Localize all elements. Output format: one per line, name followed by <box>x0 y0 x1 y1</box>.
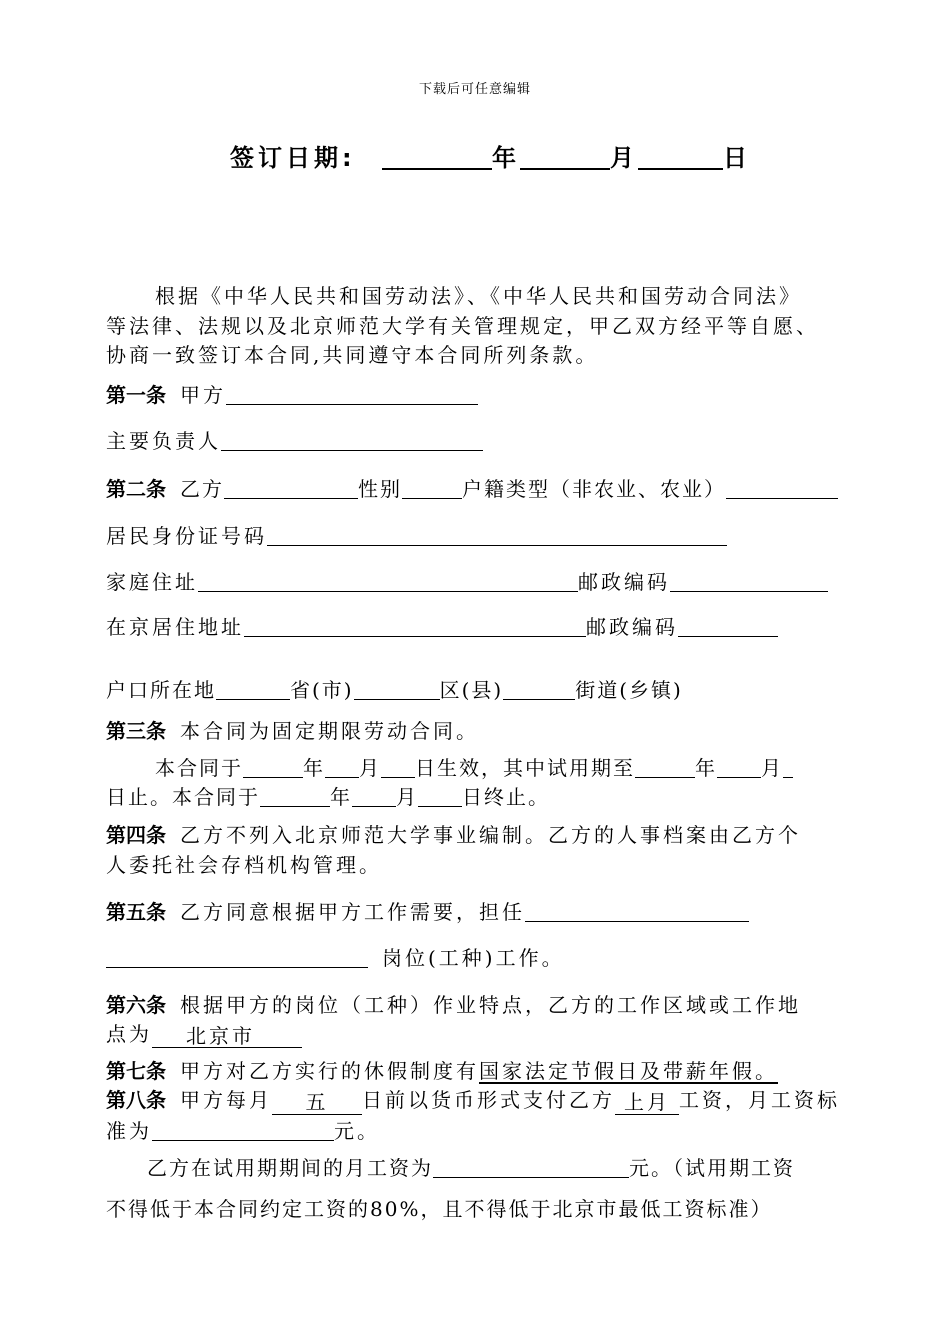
article-6-text-1: 根据甲方的岗位（工种）作业特点，乙方的工作区域或工作地 <box>180 993 801 1017</box>
hukou-type-label: 户籍类型（非农业、农业） <box>462 477 726 501</box>
beijing-address-line <box>106 614 778 640</box>
start-day-blank[interactable] <box>381 757 415 778</box>
start-year-blank[interactable] <box>243 757 303 778</box>
article-1-party-a <box>106 382 478 408</box>
street-blank[interactable] <box>503 679 575 700</box>
start-year-label: 年 <box>303 756 325 780</box>
id-number-blank[interactable] <box>267 525 727 546</box>
position-blank[interactable] <box>525 901 749 922</box>
holiday-value: 国家法定节假日及带薪年假。 <box>479 1059 778 1083</box>
probation-end-label: 日生效，其中试用期至 <box>415 756 635 780</box>
pay-day-value[interactable]: 五 <box>272 1090 362 1115</box>
end-day-label: 日终止。 <box>462 785 550 809</box>
article-8-title: 第八条 <box>106 1088 166 1112</box>
postcode2-label: 邮政编码 <box>586 615 678 639</box>
start-month-label: 月 <box>359 756 381 780</box>
work-place-value[interactable]: 北京市 <box>152 1024 302 1048</box>
article-6-line-1 <box>106 992 801 1018</box>
preamble-line-2: 等法律、法规以及北京师范大学有关管理规定，甲乙双方经平等自愿、 <box>106 314 819 338</box>
article-4-text-1: 乙方不列入北京师范大学事业编制。乙方的人事档案由乙方个 <box>180 823 801 847</box>
hukou-type-blank[interactable] <box>726 478 838 499</box>
day-blank[interactable] <box>638 144 723 170</box>
salary-standard-label: 工资，月工资标 <box>679 1088 840 1112</box>
end-label: 日止。本合同于 <box>106 785 260 809</box>
year-blank[interactable] <box>382 144 492 170</box>
preamble-line-3: 协商一致签订本合同,共同遵守本合同所列条款。 <box>106 343 599 367</box>
article-4-title: 第四条 <box>106 823 166 847</box>
postcode-blank[interactable] <box>670 571 828 592</box>
article-4-line-2: 人委托社会存档机构管理。 <box>106 853 382 877</box>
start-month-blank[interactable] <box>325 757 359 778</box>
article-3-title: 第三条 <box>106 719 166 743</box>
article-3-line-3 <box>106 784 550 810</box>
month-label: 月 <box>609 144 638 172</box>
article-3-line-1 <box>106 718 479 744</box>
pay-day-label: 甲方每月 <box>180 1088 272 1112</box>
header-note: 下载后可任意编辑 <box>418 82 531 97</box>
probation-year-label: 年 <box>695 756 717 780</box>
gender-blank[interactable] <box>402 478 462 499</box>
end-month-label: 月 <box>396 785 418 809</box>
party-b-blank[interactable] <box>224 478 358 499</box>
party-b-label: 乙方 <box>180 477 224 501</box>
article-8-line-1 <box>106 1087 840 1115</box>
party-a-label: 甲方 <box>180 383 226 407</box>
province-label: 省(市) <box>290 678 354 702</box>
article-7-text: 甲方对乙方实行的休假制度有 <box>180 1059 479 1083</box>
street-label: 街道(乡镇) <box>575 678 683 702</box>
home-address-line <box>106 569 828 595</box>
article-5-line-2 <box>106 945 565 971</box>
salary-blank[interactable] <box>152 1120 334 1141</box>
probation-salary-label: 乙方在试用期期间的月工资为 <box>147 1156 433 1180</box>
article-8-line-4: 不得低于本合同约定工资的80%，且不得低于北京市最低工资标准） <box>106 1197 773 1221</box>
pay-period-value[interactable]: 上月 <box>615 1090 679 1115</box>
day-label: 日 <box>722 144 751 172</box>
article-6-title: 第六条 <box>106 993 166 1017</box>
hukou-loc-label: 户口所在地 <box>106 678 216 702</box>
position-blank-2[interactable] <box>106 947 368 968</box>
salary-label: 准为 <box>106 1119 152 1143</box>
preamble-line-1: 根据《中华人民共和国劳动法》、《中华人民共和国劳动合同法》 <box>155 284 802 308</box>
probation-month-blank[interactable] <box>717 757 761 778</box>
article-4-line-1 <box>106 822 801 848</box>
probation-year-blank[interactable] <box>635 757 695 778</box>
end-month-blank[interactable] <box>352 786 396 807</box>
article-8-line-2 <box>106 1118 380 1144</box>
article-5-line-1 <box>106 899 749 925</box>
id-number-label: 居民身份证号码 <box>106 524 267 548</box>
end-year-blank[interactable] <box>260 786 330 807</box>
probation-salary-unit: 元。（试用期工资 <box>629 1156 795 1180</box>
gender-label: 性别 <box>358 477 402 501</box>
end-year-label: 年 <box>330 785 352 809</box>
article-5-text-2: 岗位(工种)工作。 <box>382 946 565 970</box>
principal-line <box>106 428 483 454</box>
salary-unit: 元。 <box>334 1119 380 1143</box>
postcode-label: 邮政编码 <box>578 570 670 594</box>
article-7-line <box>106 1058 778 1084</box>
sign-date-line <box>230 138 751 173</box>
hukou-location-line <box>106 677 683 703</box>
effective-label: 本合同于 <box>155 756 243 780</box>
work-place-label: 点为 <box>106 1022 152 1046</box>
article-8-line-3 <box>147 1155 795 1181</box>
province-blank[interactable] <box>216 679 290 700</box>
end-day-blank[interactable] <box>418 786 462 807</box>
probation-day-blank[interactable] <box>783 757 793 778</box>
article-7-title: 第七条 <box>106 1059 166 1083</box>
article-5-text-1: 乙方同意根据甲方工作需要，担任 <box>180 900 525 924</box>
article-3-text: 本合同为固定期限劳动合同。 <box>180 719 479 743</box>
district-label: 区(县) <box>439 678 504 702</box>
month-blank[interactable] <box>520 144 610 170</box>
postcode2-blank[interactable] <box>678 616 778 637</box>
article-6-line-2 <box>106 1021 302 1048</box>
article-3-line-2 <box>155 755 793 781</box>
article-1-title: 第一条 <box>106 383 166 407</box>
principal-blank[interactable] <box>221 430 483 451</box>
beijing-address-blank[interactable] <box>244 616 586 637</box>
sign-date-label: 签订日期: <box>230 144 356 172</box>
id-number-line <box>106 523 727 549</box>
beijing-address-label: 在京居住地址 <box>106 615 244 639</box>
article-2-party-b <box>106 476 838 502</box>
article-2-title: 第二条 <box>106 477 166 501</box>
probation-salary-blank[interactable] <box>433 1157 629 1178</box>
pay-method-label: 日前以货币形式支付乙方 <box>362 1088 615 1112</box>
article-5-title: 第五条 <box>106 900 166 924</box>
home-address-label: 家庭住址 <box>106 570 198 594</box>
home-address-blank[interactable] <box>198 571 578 592</box>
probation-month-label: 月 <box>761 756 783 780</box>
principal-label: 主要负责人 <box>106 429 221 453</box>
party-a-blank[interactable] <box>226 384 478 405</box>
district-blank[interactable] <box>354 679 440 700</box>
year-label: 年 <box>491 144 520 172</box>
